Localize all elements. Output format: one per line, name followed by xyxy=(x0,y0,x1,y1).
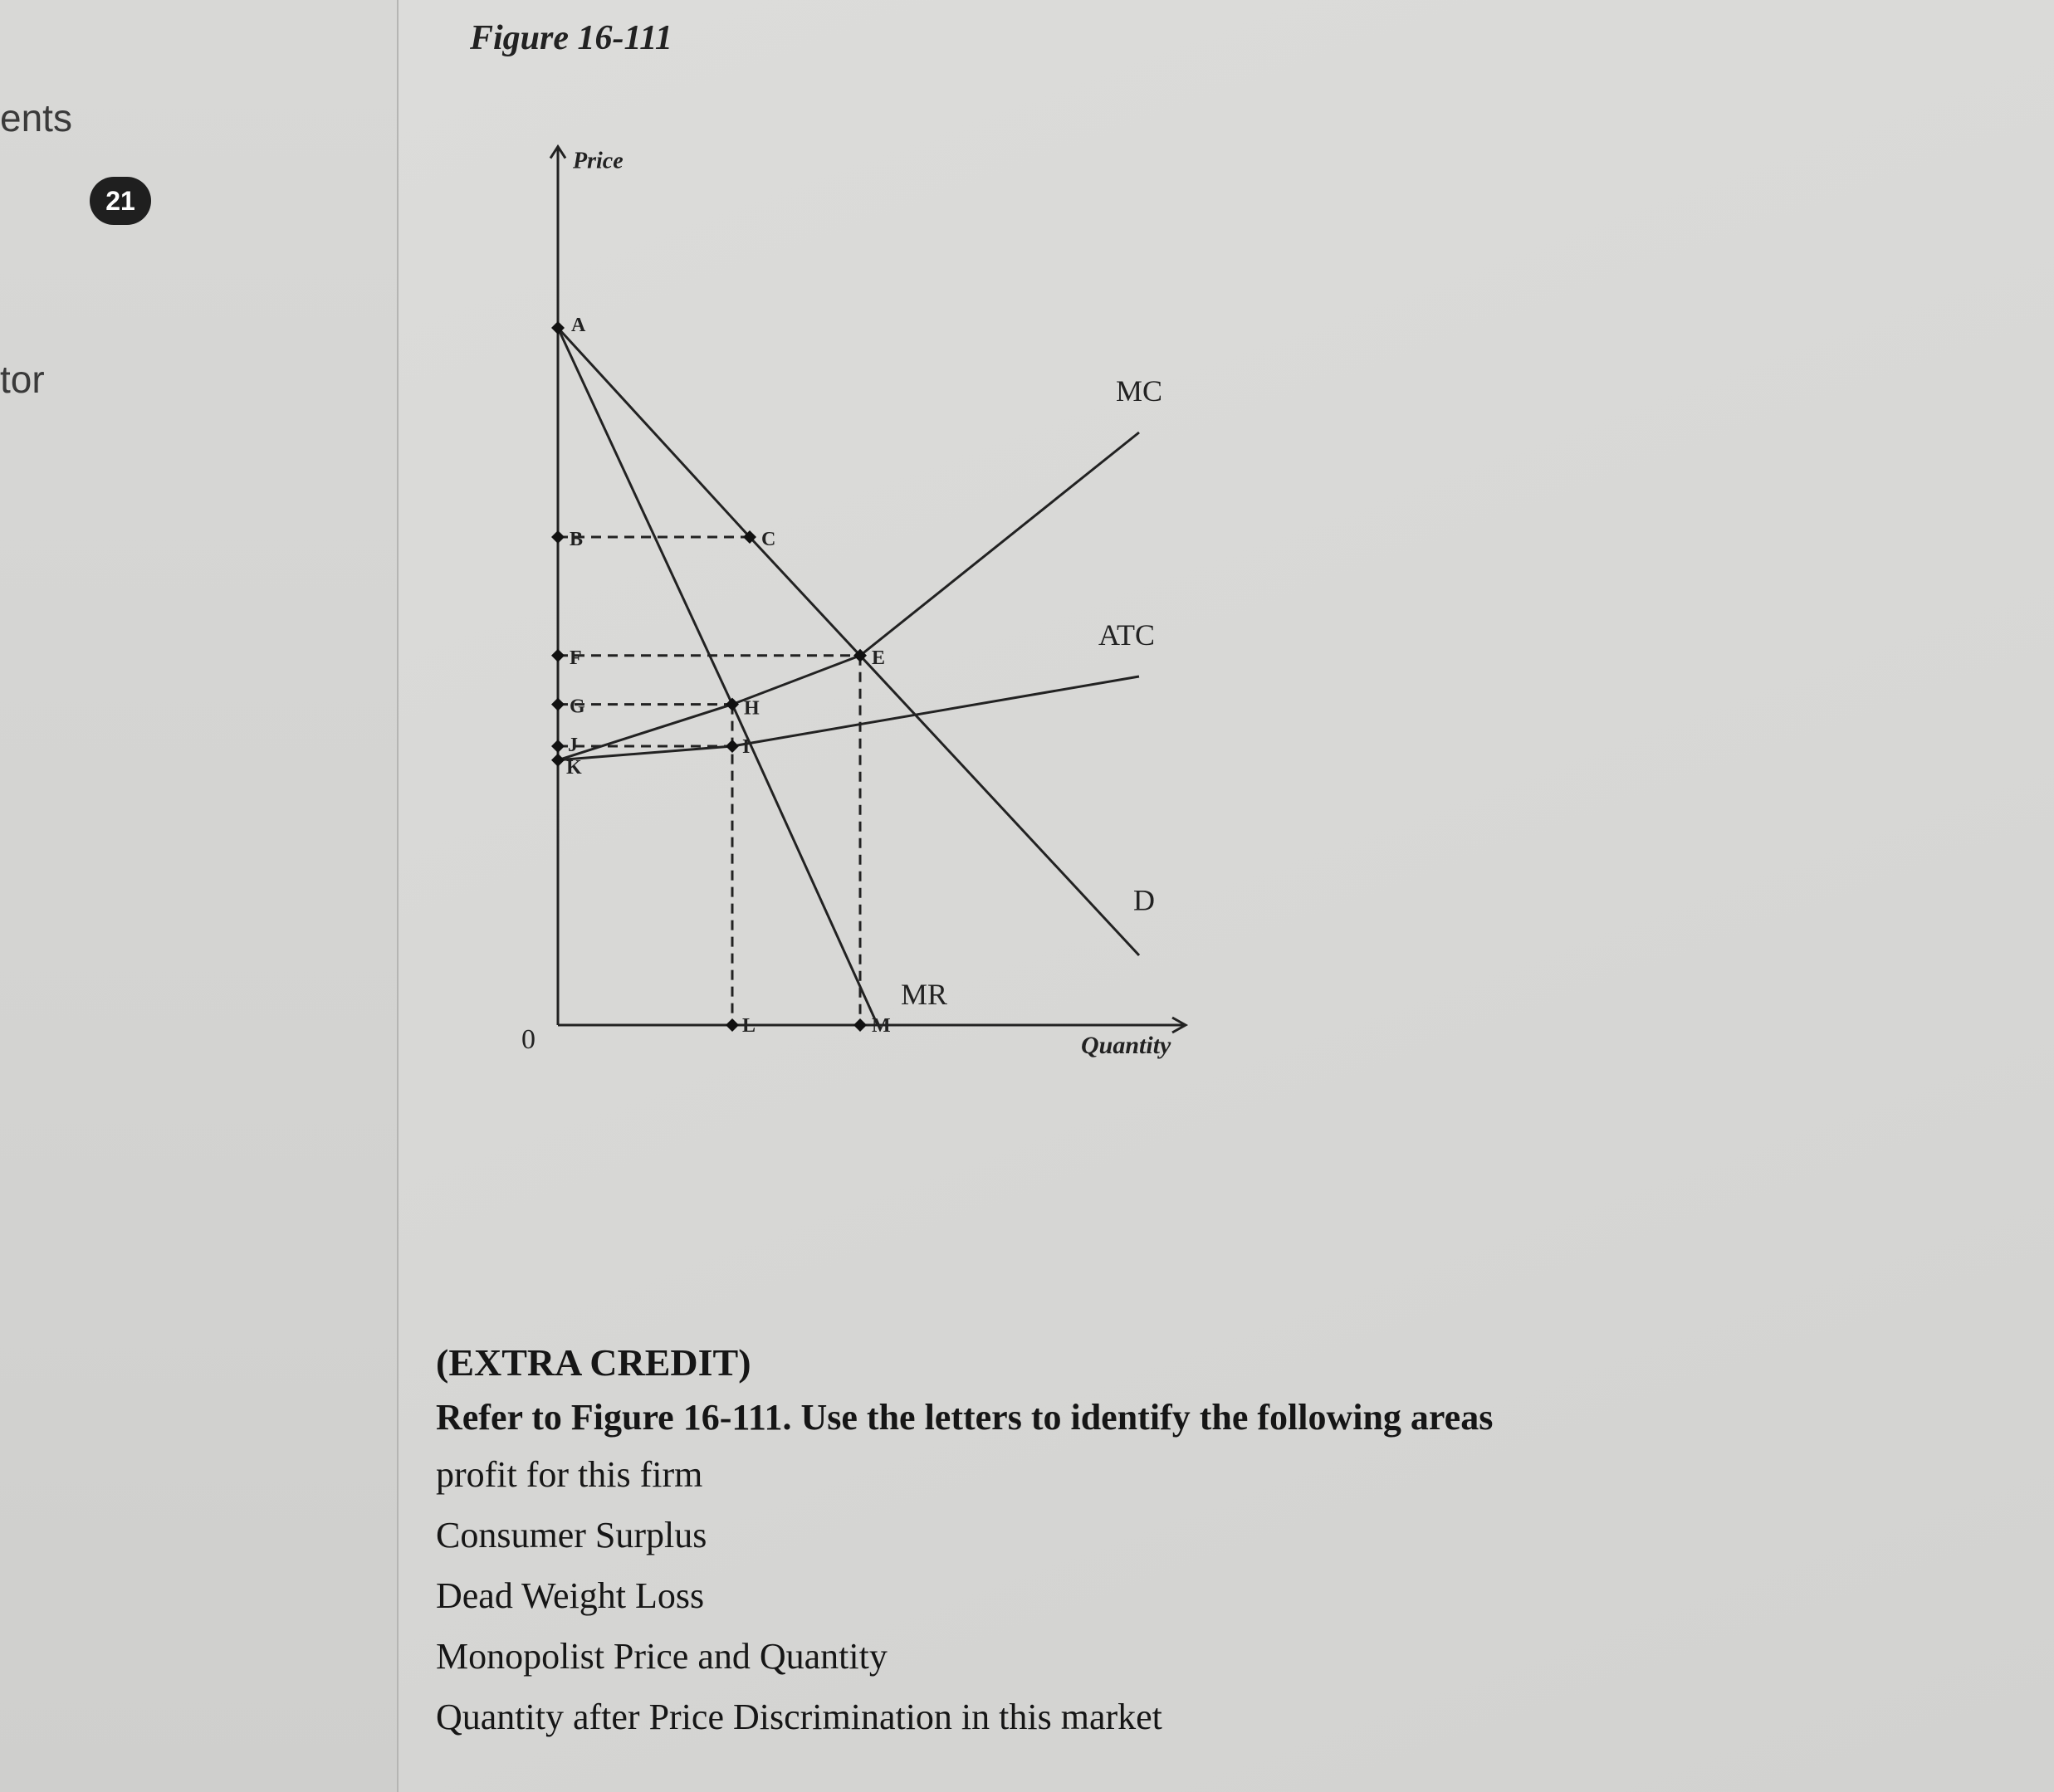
point-label-c: C xyxy=(761,529,776,550)
notification-badge: 21 xyxy=(90,177,151,225)
curve-d xyxy=(558,328,1139,955)
question-block xyxy=(436,1340,1681,1756)
sidebar-item-ents[interactable]: ents xyxy=(0,96,72,139)
point-label-a: A xyxy=(571,315,586,336)
question-item-consumer-surplus: Consumer Surplus xyxy=(436,1515,707,1555)
point-i xyxy=(726,740,739,753)
point-label-g: G xyxy=(570,696,585,718)
curve-mc xyxy=(558,432,1139,760)
point-label-i: I xyxy=(742,736,751,758)
point-h xyxy=(726,698,739,711)
point-b xyxy=(551,530,565,544)
point-label-m: M xyxy=(872,1015,891,1037)
question-item-monopolist-price-quantity: Monopolist Price and Quantity xyxy=(436,1636,888,1677)
question-heading: (EXTRA CREDIT) xyxy=(436,1341,751,1384)
origin-label: 0 xyxy=(521,1024,536,1055)
point-label-k: K xyxy=(566,756,582,779)
sidebar-item-tor[interactable]: tor xyxy=(0,358,45,401)
point-m xyxy=(853,1018,867,1032)
curve-label-mc: MC xyxy=(1116,374,1163,408)
point-k xyxy=(551,754,565,767)
x-axis-label: Quantity xyxy=(1081,1032,1171,1059)
point-f xyxy=(551,649,565,662)
curve-label-mr: MR xyxy=(901,977,948,1011)
point-label-f: F xyxy=(570,647,582,669)
point-label-l: L xyxy=(742,1015,756,1037)
point-label-e: E xyxy=(872,647,886,669)
y-axis-label: Price xyxy=(573,148,624,174)
question-prompt: Refer to Figure 16-111. Use the letters to identify the following areas xyxy=(436,1397,1494,1438)
curve-label-d: D xyxy=(1133,883,1155,917)
point-l xyxy=(726,1018,739,1032)
curve-mr xyxy=(558,328,878,1025)
question-item-price-discrimination: Quantity after Price Discrimination in this market xyxy=(436,1697,1162,1737)
point-label-b: B xyxy=(570,529,584,550)
point-j xyxy=(551,740,565,753)
question-item-dead-weight-loss: Dead Weight Loss xyxy=(436,1575,705,1616)
figure-title: Figure 16-111 xyxy=(470,19,672,57)
curve-atc xyxy=(558,676,1139,760)
point-label-h: H xyxy=(744,697,760,720)
point-g xyxy=(551,698,565,711)
curve-label-atc: ATC xyxy=(1098,618,1156,652)
question-item-profit: profit for this firm xyxy=(436,1454,703,1495)
point-label-j: J xyxy=(568,735,578,756)
